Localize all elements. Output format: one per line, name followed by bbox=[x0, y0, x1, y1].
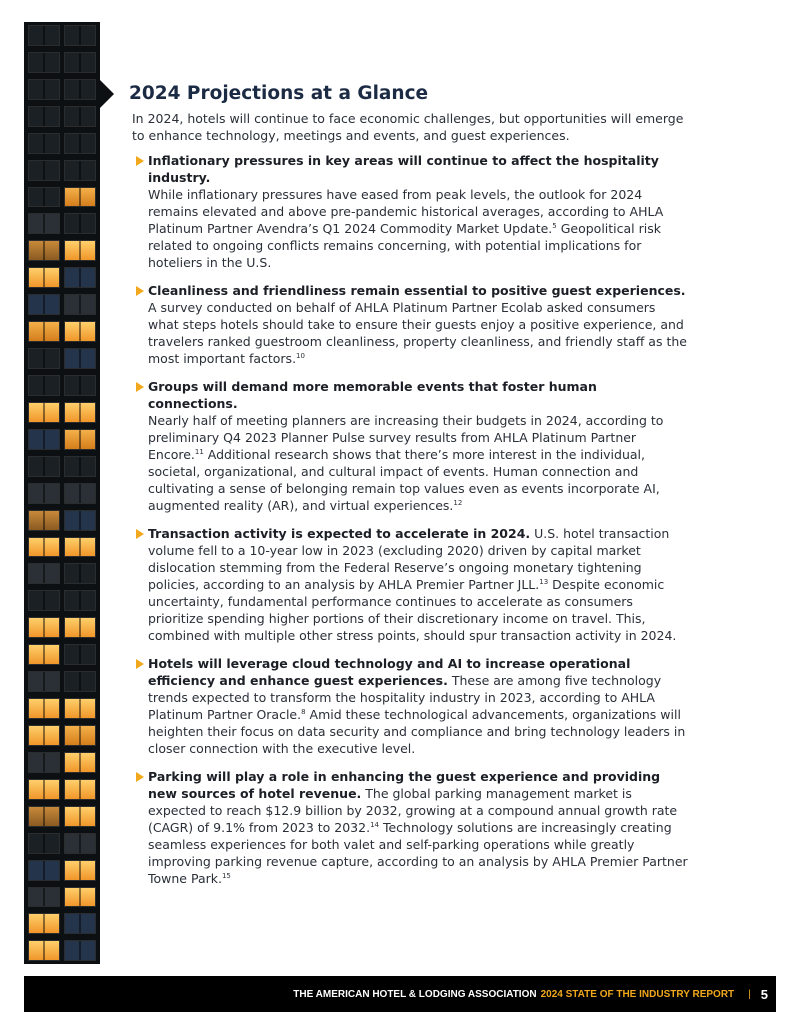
intro-paragraph: In 2024, hotels will continue to face economic challenges, but opportunities will emerge to enhance technology, meetings and events, and guest experiences. bbox=[132, 111, 684, 143]
heading-pointer-shape bbox=[100, 80, 114, 108]
main-content bbox=[129, 83, 688, 898]
bullet-body-cont: Additional research shows that there’s more interest in the individual, societal, organizational, and cultural impact of events. Human connection and cultivating a sense of belonging remain top values even as events incorporate AI, augmented reality (AR), and virtual experiences. bbox=[148, 447, 660, 513]
bullet-body: These are among five technology trends expected to transform the hospitality industry in 2023, according to AHLA Platinum Partner Oracle. bbox=[148, 673, 662, 722]
bullet-lead: Groups will demand more memorable events that foster human connections. bbox=[148, 379, 597, 411]
bullet-body-cont: Amid these technological advancements, organizations will heighten their focus on data security and compliance and bring technology leaders in closer connection with the executive level. bbox=[148, 707, 686, 756]
footnote-ref: 10 bbox=[296, 351, 305, 360]
footer-report-title: 2024 STATE OF THE INDUSTRY REPORT bbox=[540, 988, 735, 1000]
footnote-ref: 8 bbox=[301, 707, 306, 716]
bullet-arrow-icon bbox=[136, 529, 144, 539]
page-number: 5 bbox=[760, 986, 768, 1002]
projection-item-transactions bbox=[132, 525, 688, 644]
footer-separator: | bbox=[748, 988, 751, 1000]
projection-item-cleanliness bbox=[132, 282, 688, 367]
projection-item-groups bbox=[132, 378, 688, 514]
footer-organization: THE AMERICAN HOTEL & LODGING ASSOCIATION bbox=[293, 988, 537, 1000]
footnote-ref: 13 bbox=[539, 577, 549, 586]
page-footer bbox=[24, 976, 776, 1012]
footnote-ref: 15 bbox=[221, 871, 231, 880]
projection-item-parking bbox=[132, 768, 688, 887]
bullet-lead: Parking will play a role in enhancing the guest experience and providing new sources of hotel revenue. bbox=[148, 769, 661, 801]
bullet-arrow-icon bbox=[136, 382, 144, 392]
footnote-ref: 11 bbox=[194, 447, 204, 456]
hotel-facade-photo bbox=[24, 22, 100, 964]
bullet-arrow-icon bbox=[136, 659, 144, 669]
projection-list bbox=[132, 152, 688, 887]
bullet-body-cont: Despite economic uncertainty, fundamental performance continues to accelerate as consumers prioritize spending higher portions of their discretionary income on travel. This, combined with multiple other stress points, should spur transaction activity in 2024. bbox=[148, 577, 677, 643]
bullet-body-cont: Geopolitical risk related to ongoing conflicts remains concerning, with potential implications for hoteliers in the U.S. bbox=[148, 221, 661, 270]
bullet-lead: Hotels will leverage cloud technology and AI to increase operational efficiency and enhance guest experiences. bbox=[148, 656, 631, 688]
projection-item-technology bbox=[132, 655, 688, 757]
bullet-lead: Cleanliness and friendliness remain essential to positive guest experiences. bbox=[148, 283, 686, 298]
footnote-ref: 12 bbox=[453, 498, 463, 507]
bullet-body: The global parking management market is expected to reach $12.9 billion by 2032, growing at a compound annual growth rate (CAGR) of 9.1% from 2023 to 2032. bbox=[148, 786, 678, 835]
projection-item-inflation bbox=[132, 152, 688, 271]
bullet-body: U.S. hotel transaction volume fell to a 10-year low in 2023 (excluding 2020) driven by capital market dislocation stemming from the Federal Reserve’s ongoing monetary tightening policies, according to an analysis by AHLA Premier Partner JLL. bbox=[148, 526, 670, 592]
bullet-arrow-icon bbox=[136, 772, 144, 782]
footnote-ref: 14 bbox=[370, 820, 379, 829]
bullet-arrow-icon bbox=[136, 156, 144, 166]
bullet-arrow-icon bbox=[136, 286, 144, 296]
bullet-lead: Inflationary pressures in key areas will continue to affect the hospitality industry. bbox=[148, 153, 659, 185]
page-heading: 2024 Projections at a Glance bbox=[129, 83, 429, 104]
footnote-ref: 5 bbox=[552, 221, 557, 230]
bullet-body: A survey conducted on behalf of AHLA Platinum Partner Ecolab asked consumers what steps hotels should take to ensure their guests enjoy a positive experience, and travelers ranked guestroom cleanliness, property cleanliness, and friendly staff as the most important factors. bbox=[148, 300, 687, 366]
bullet-body: While inflationary pressures have eased from peak levels, the outlook for 2024 remains elevated and above pre-pandemic historical averages, according to AHLA Platinum Partner Avendra’s Q1 2024 Commodity Market Update. bbox=[148, 187, 664, 236]
bullet-lead: Transaction activity is expected to accelerate in 2024. bbox=[148, 526, 531, 541]
bullet-body-cont: Technology solutions are increasingly creating seamless experiences for both valet and self-parking operations while greatly improving parking revenue capture, according to an analysis by AHLA Premier Partner Towne Park. bbox=[148, 820, 688, 886]
bullet-body: Nearly half of meeting planners are increasing their budgets in 2024, according to preliminary Q4 2023 Planner Pulse survey results from AHLA Platinum Partner Encore. bbox=[148, 413, 664, 462]
